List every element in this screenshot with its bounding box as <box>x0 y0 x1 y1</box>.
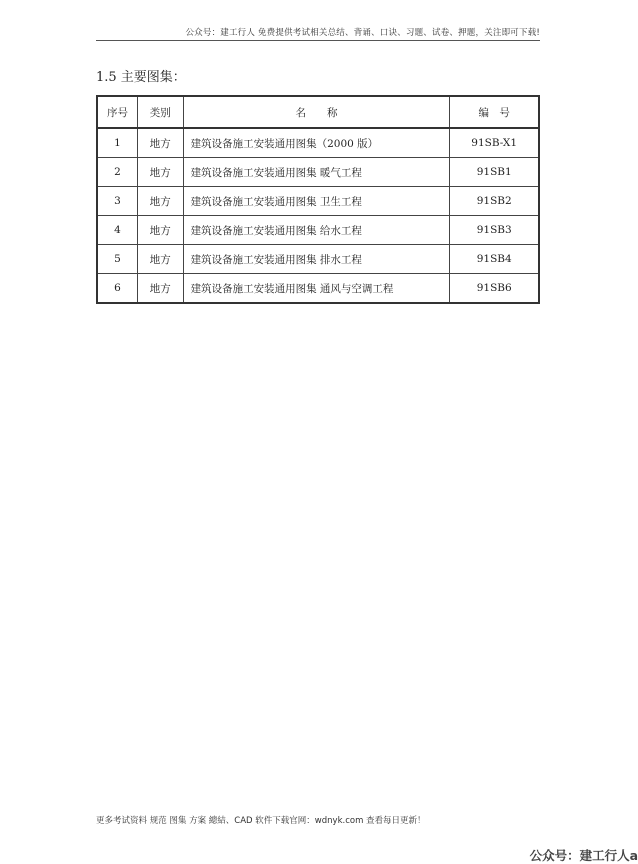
row-no: 1 <box>97 128 137 158</box>
row-code: 91SB6 <box>450 274 539 304</box>
table-row <box>97 216 539 245</box>
column-header-category: 类别 <box>137 96 183 128</box>
row-no: 5 <box>97 245 137 274</box>
row-no: 3 <box>97 187 137 216</box>
row-category: 地方 <box>137 245 183 274</box>
row-no: 4 <box>97 216 137 245</box>
table-header-row <box>97 96 539 128</box>
row-code: 91SB2 <box>450 187 539 216</box>
row-category: 地方 <box>137 274 183 304</box>
table-row <box>97 187 539 216</box>
watermark-text: 公众号：建工行人a <box>529 848 638 863</box>
row-no: 2 <box>97 158 137 187</box>
section-title: 1.5 主要图集： <box>96 70 186 85</box>
table-row <box>97 158 539 187</box>
row-category: 地方 <box>137 216 183 245</box>
row-name: 建筑设备施工安装通用图集 暖气工程 <box>183 158 450 187</box>
row-code: 91SB4 <box>450 245 539 274</box>
table-row <box>97 128 539 158</box>
row-name: 建筑设备施工安装通用图集 排水工程 <box>183 245 450 274</box>
standards-table <box>96 95 540 304</box>
row-code: 91SB3 <box>450 216 539 245</box>
footer-note: 更多考试资料 规范 图集 方案 總結、CAD 软件下载官网：wdnyk.com 查看每日更新！ <box>96 816 426 826</box>
row-name: 建筑设备施工安装通用图集 通风与空调工程 <box>183 274 450 304</box>
header-note: 公众号：建工行人 免费提供考试相关总结、背诵、口诀、习题、试卷、押题，关注即可下载! <box>185 28 540 38</box>
column-header-no: 序号 <box>97 96 137 128</box>
header-divider <box>96 40 540 41</box>
row-name: 建筑设备施工安装通用图集（2000 版） <box>183 128 450 158</box>
row-no: 6 <box>97 274 137 304</box>
row-category: 地方 <box>137 187 183 216</box>
row-name: 建筑设备施工安装通用图集 给水工程 <box>183 216 450 245</box>
row-category: 地方 <box>137 128 183 158</box>
column-header-name: 名 称 <box>183 96 450 128</box>
row-code: 91SB1 <box>450 158 539 187</box>
row-name: 建筑设备施工安装通用图集 卫生工程 <box>183 187 450 216</box>
column-header-code: 编 号 <box>450 96 539 128</box>
table-row <box>97 274 539 304</box>
table-row <box>97 245 539 274</box>
row-category: 地方 <box>137 158 183 187</box>
row-code: 91SB-X1 <box>450 128 539 158</box>
